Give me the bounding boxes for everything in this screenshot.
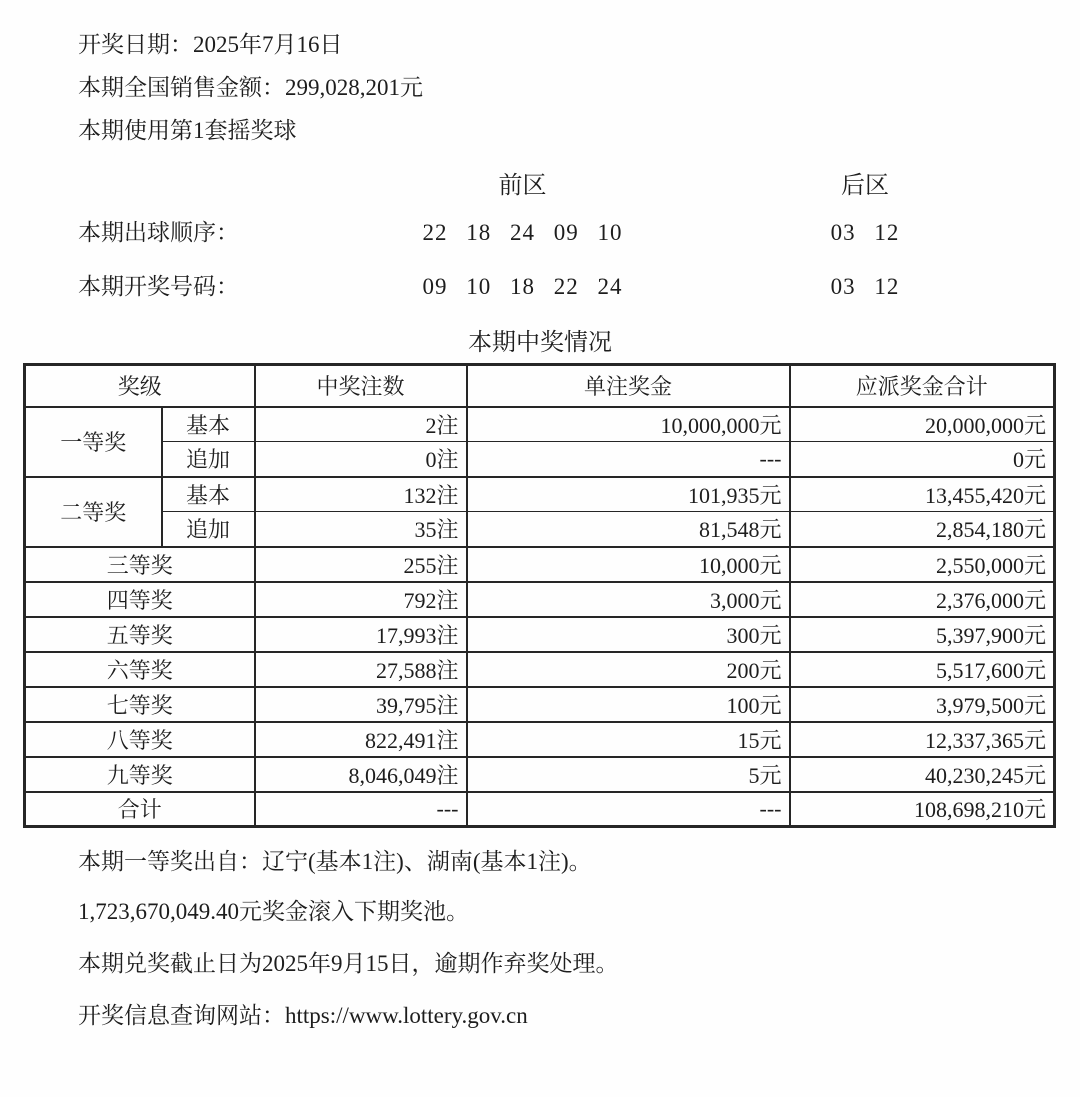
prize-cell: 10,000元 [467,547,790,582]
ball-order-back-numbers: 03 12 [830,220,900,245]
first-prize-provinces-note: 本期一等奖出自：辽宁(基本1注)、湖南(基本1注)。 [78,849,592,874]
front-zone-label: 前区 [498,173,547,199]
count-cell: 822,491注 [255,722,467,757]
total-cell: 0元 [790,442,1055,477]
table-total-row [25,792,1055,827]
total-cell: 108,698,210元 [790,792,1055,827]
table-row [25,687,1055,722]
table-row [25,652,1055,687]
total-cell: 2,854,180元 [790,512,1055,547]
tier-cell: 二等奖 [25,477,162,547]
prize-table [23,363,1056,828]
count-cell: --- [255,792,467,827]
count-cell: 2注 [255,407,467,442]
prize-cell: 15元 [467,722,790,757]
back-zone-label: 后区 [841,173,889,199]
header-tier: 奖级 [25,365,255,407]
table-row [25,477,1055,512]
prize-cell: --- [467,792,790,827]
total-cell: 13,455,420元 [790,477,1055,512]
jackpot-rollover-note: 1,723,670,049.40元奖金滚入下期奖池。 [78,899,469,924]
total-cell: 12,337,365元 [790,722,1055,757]
prize-cell: 300元 [467,617,790,652]
table-row [25,407,1055,442]
winning-front-numbers: 09 10 18 22 24 [422,274,623,299]
claim-deadline-note: 本期兑奖截止日为2025年9月15日，逾期作弃奖处理。 [78,951,619,976]
total-cell: 3,979,500元 [790,687,1055,722]
table-row [25,617,1055,652]
draw-date-line: 开奖日期：2025年7月16日 [78,32,343,57]
tier-cell: 合计 [25,792,255,827]
header-total: 应派奖金合计 [790,365,1055,407]
count-cell: 17,993注 [255,617,467,652]
total-cell: 5,397,900元 [790,617,1055,652]
tier-cell: 八等奖 [25,722,255,757]
subtype-cell: 基本 [162,407,255,442]
tier-cell: 九等奖 [25,757,255,792]
prize-cell: 200元 [467,652,790,687]
total-cell: 20,000,000元 [790,407,1055,442]
table-row [25,512,1055,547]
table-row [25,757,1055,792]
tier-cell: 四等奖 [25,582,255,617]
count-cell: 27,588注 [255,652,467,687]
count-cell: 39,795注 [255,687,467,722]
subtype-cell: 基本 [162,477,255,512]
table-header-row [25,365,1055,407]
count-cell: 8,046,049注 [255,757,467,792]
prize-table-title: 本期中奖情况 [468,330,612,356]
winning-numbers-label: 本期开奖号码： [78,274,239,299]
lottery-website-note: 开奖信息查询网站：https://www.lottery.gov.cn [78,1003,528,1028]
ball-set-line: 本期使用第1套摇奖球 [78,118,297,143]
prize-cell: 81,548元 [467,512,790,547]
subtype-cell: 追加 [162,442,255,477]
count-cell: 35注 [255,512,467,547]
prize-cell: --- [467,442,790,477]
tier-cell: 七等奖 [25,687,255,722]
total-cell: 2,550,000元 [790,547,1055,582]
tier-cell: 六等奖 [25,652,255,687]
subtype-cell: 追加 [162,512,255,547]
prize-cell: 10,000,000元 [467,407,790,442]
total-cell: 40,230,245元 [790,757,1055,792]
table-row [25,722,1055,757]
count-cell: 255注 [255,547,467,582]
winning-back-numbers: 03 12 [830,274,900,299]
table-row [25,547,1055,582]
prize-cell: 100元 [467,687,790,722]
total-cell: 2,376,000元 [790,582,1055,617]
sales-amount-line: 本期全国销售金额：299,028,201元 [78,75,423,100]
tier-cell: 一等奖 [25,407,162,477]
tier-cell: 五等奖 [25,617,255,652]
count-cell: 0注 [255,442,467,477]
ball-order-label: 本期出球顺序： [78,220,239,245]
header-prize: 单注奖金 [467,365,790,407]
total-cell: 5,517,600元 [790,652,1055,687]
header-count: 中奖注数 [255,365,467,407]
tier-cell: 三等奖 [25,547,255,582]
table-row [25,442,1055,477]
prize-cell: 101,935元 [467,477,790,512]
count-cell: 792注 [255,582,467,617]
table-row [25,582,1055,617]
prize-cell: 3,000元 [467,582,790,617]
prize-cell: 5元 [467,757,790,792]
ball-order-front-numbers: 22 18 24 09 10 [422,220,623,245]
count-cell: 132注 [255,477,467,512]
